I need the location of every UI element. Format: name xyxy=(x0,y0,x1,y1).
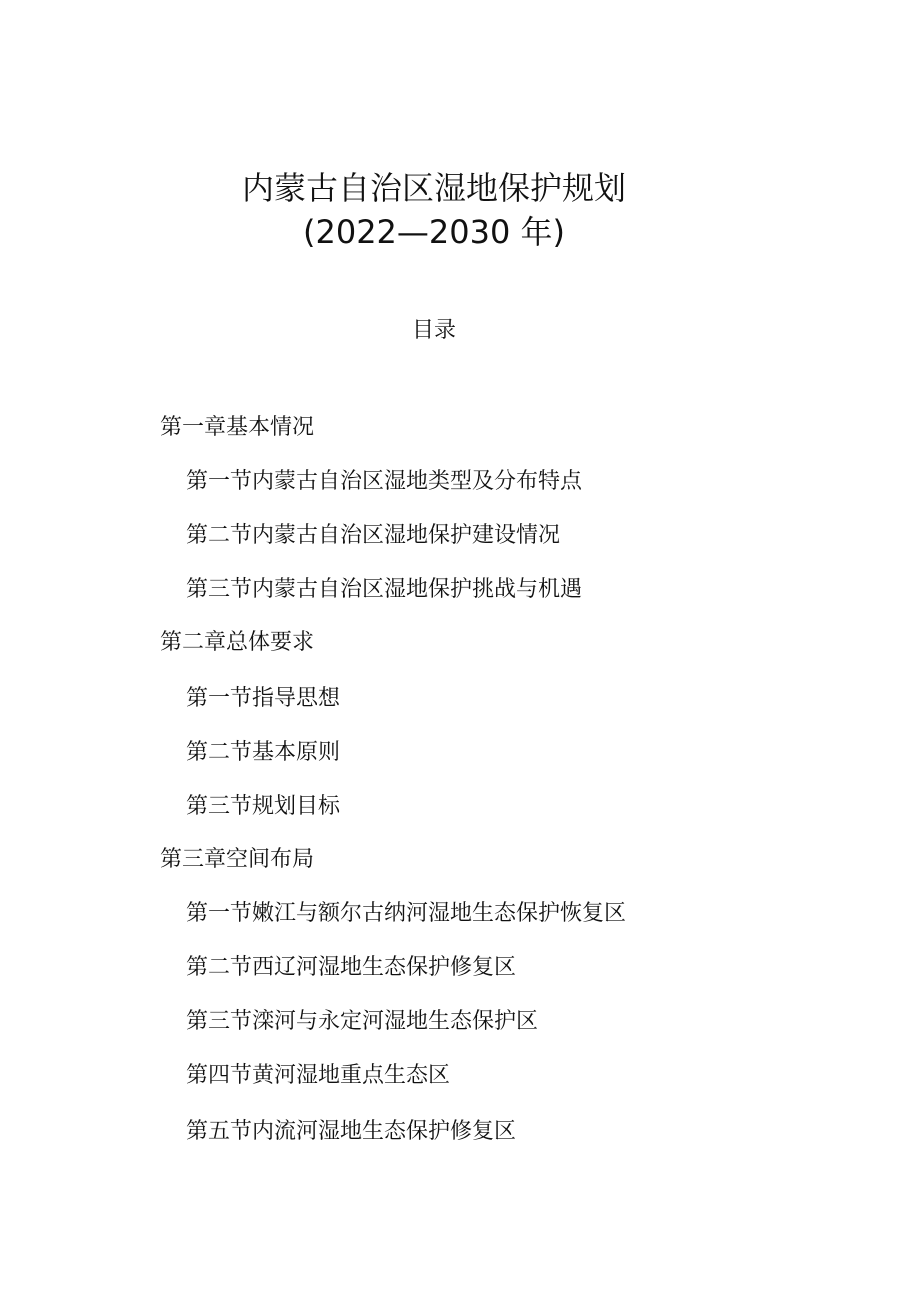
toc-section-1-1[interactable]: 第一节内蒙古自治区湿地类型及分布特点 xyxy=(186,469,583,494)
toc-section-3-5[interactable]: 第五节内流河湿地生态保护修复区 xyxy=(186,1119,517,1144)
toc-chapter-2[interactable]: 第二章总体要求 xyxy=(160,630,315,655)
toc-section-2-1[interactable]: 第一节指导思想 xyxy=(186,686,341,711)
toc-section-1-3[interactable]: 第三节内蒙古自治区湿地保护挑战与机遇 xyxy=(186,577,583,602)
toc-section-3-2[interactable]: 第二节西辽河湿地生态保护修复区 xyxy=(186,955,517,980)
toc-heading: 目录 xyxy=(411,318,456,343)
toc-section-2-2[interactable]: 第二节基本原则 xyxy=(186,740,341,765)
toc-section-3-3[interactable]: 第三节滦河与永定河湿地生态保护区 xyxy=(186,1009,539,1034)
document-title: 内蒙古自治区湿地保护规划 xyxy=(241,169,626,207)
document-title-years: (2022—2030 年) xyxy=(302,213,566,251)
toc-section-2-3[interactable]: 第三节规划目标 xyxy=(186,794,341,819)
toc-section-3-4[interactable]: 第四节黄河湿地重点生态区 xyxy=(186,1063,451,1088)
toc-section-3-1[interactable]: 第一节嫩江与额尔古纳河湿地生态保护恢复区 xyxy=(186,901,627,926)
toc-chapter-1[interactable]: 第一章基本情况 xyxy=(160,415,315,440)
toc-section-1-2[interactable]: 第二节内蒙古自治区湿地保护建设情况 xyxy=(186,523,561,548)
toc-chapter-3[interactable]: 第三章空间布局 xyxy=(160,847,315,872)
